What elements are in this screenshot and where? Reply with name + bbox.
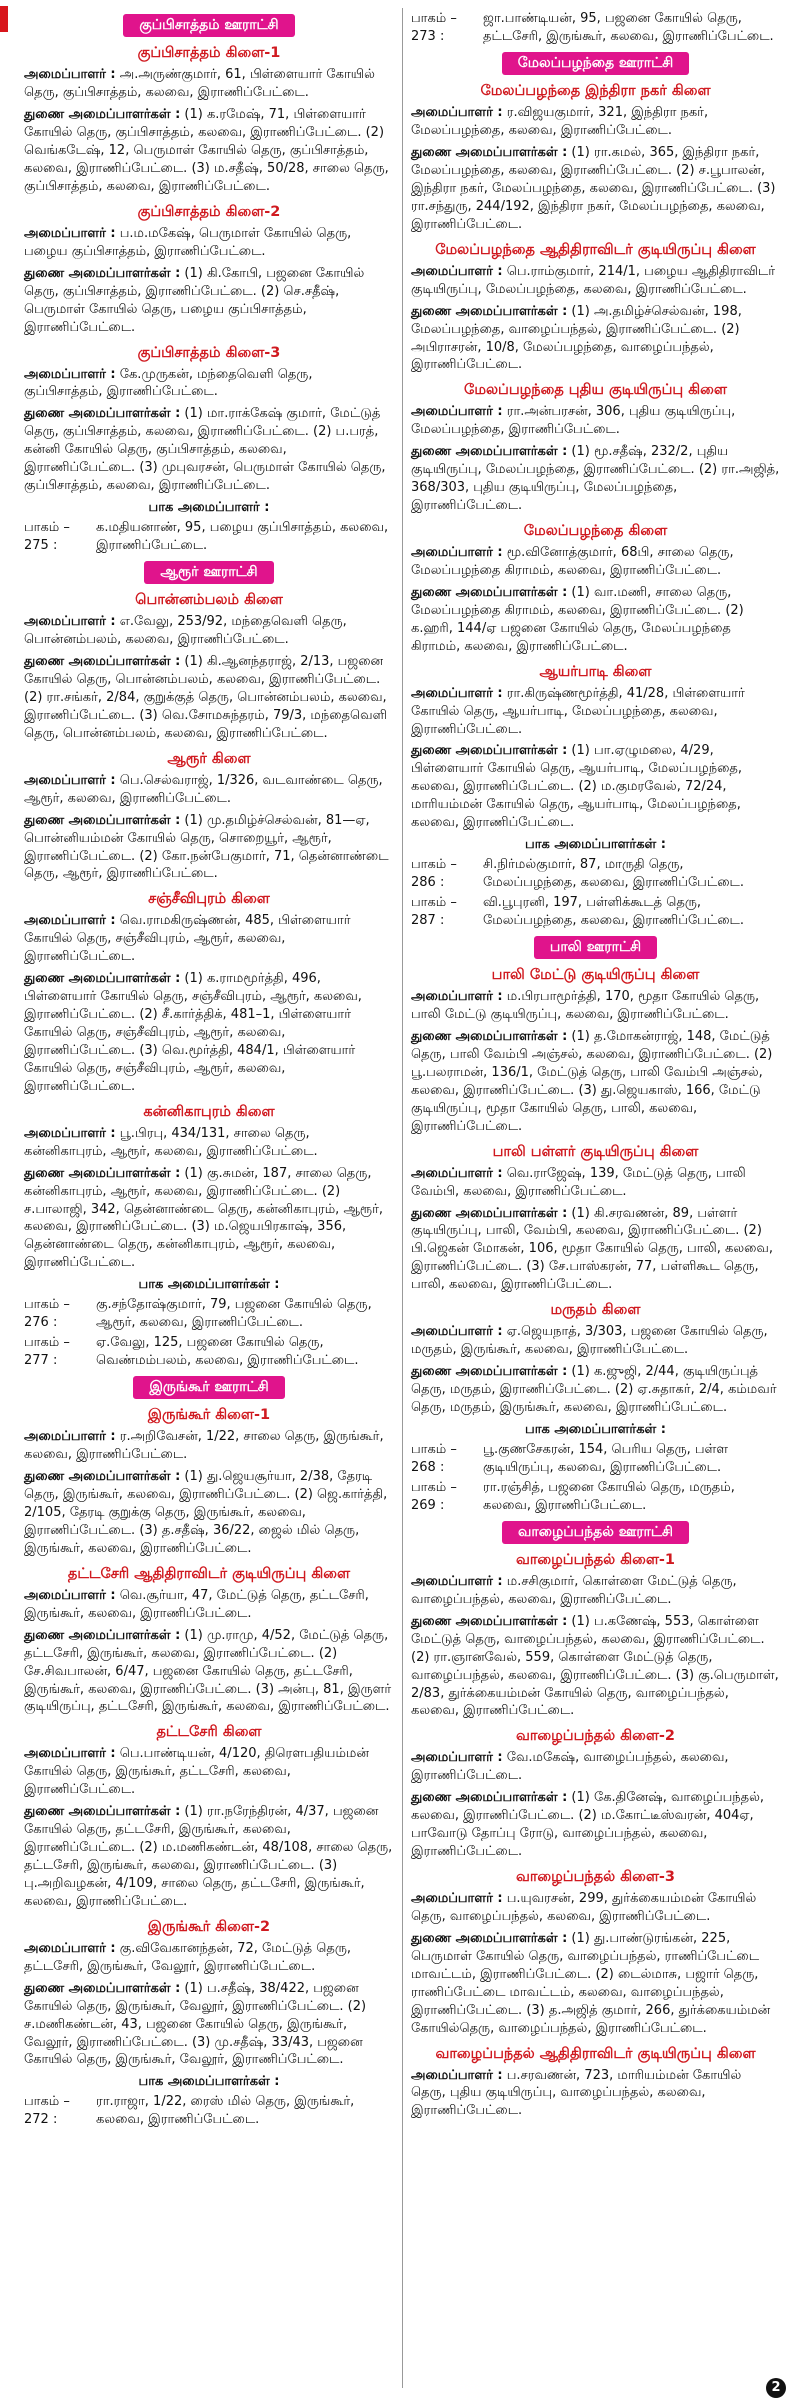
branch-heading: வாழைப்பந்தல் கிளை-1 bbox=[515, 1551, 676, 1568]
member-entry bbox=[411, 1205, 780, 1295]
member-details: (1) து.ஜெயசூர்யா, 2/38, தேரடி தெரு, இருங்கூர், கலவை, இராணிப்பேட்டை. (2) ஜெ.கார்த்தி, 2/105, தேரடி குறுக்கு தெரு, இருங்கூர், கலவை, இராணிப்பேட்டை. (3) த.சதீஷ், 36/22, ஜைல் மில் தெரு, இருங்கூர், கலவை, இராணிப்பேட்டை. bbox=[24, 1469, 388, 1556]
role-label: அமைப்பாளர் : bbox=[411, 1891, 503, 1906]
role-label: அமைப்பாளர் : bbox=[411, 1573, 503, 1589]
branch-heading: பொன்னம்பலம் கிளை bbox=[135, 592, 283, 609]
member-entry bbox=[24, 1428, 394, 1464]
branch-heading: பாலி பள்ளர் குடியிருப்பு கிளை bbox=[492, 1143, 699, 1160]
member-entry bbox=[411, 1028, 780, 1136]
member-details: ம.பிரபாமூர்த்தி, 170, மூதா கோயில் தெரு, பாலி மேட்டு குடியிருப்பு, கலவை, இராணிப்பேட்டை. bbox=[411, 989, 760, 1023]
member-entry bbox=[24, 1165, 394, 1273]
member-entry bbox=[411, 263, 780, 299]
branch-heading: குப்பிசாத்தம் கிளை-3 bbox=[137, 344, 281, 361]
booth-row bbox=[24, 1296, 394, 1332]
member-details: (1) ப.கணேஷ், 553, கொள்ளை மேட்டுத் தெரு, வாழைப்பந்தல், கலவை, இராணிப்பேட்டை. (2) ரா.ஞானவேல், 559, கொள்ளை மேட்டுத் தெரு, வாழைப்பந்தல், கலவை, இராணிப்பேட்டை. (3) கு.பெருமாள், 2/83, துர்க்கையம்மன் கோயில் தெரு, வாழைப்பந்தல், கலவை, இராணிப்பேட்டை. bbox=[411, 1613, 779, 1719]
member-details: (1) கு.சுமன், 187, சாலை தெரு, கன்னிகாபுரம், ஆரூர், கலவை, இராணிப்பேட்டை. (2) ச.பாலாஜி, 342, தென்னாண்டை தெரு, கன்னிகாபுரம், ஆரூர், கலவை, இராணிப்பேட்டை. (3) ம.ஜெயபிரகாஷ், 356, தென்னாண்டை தெரு, கன்னிகாபுரம், ஆரூர், கலவை, இராணிப்பேட்டை. bbox=[24, 1165, 383, 1271]
role-label: அமைப்பாளர் : bbox=[24, 614, 116, 630]
member-entry bbox=[24, 405, 394, 495]
role-label: துணை அமைப்பாளர்கள் : bbox=[411, 444, 568, 460]
member-details: கே.முருகன், மந்தைவெளி தெரு, குப்பிசாத்தம், இராணிப்பேட்டை. bbox=[24, 366, 313, 400]
section-label: பாக அமைப்பாளர்கள் : bbox=[138, 2074, 280, 2090]
member-details: ப.யுவரசன், 299, துர்க்கையம்மன் கோயில் தெரு, வாழைப்பந்தல், கலவை, இராணிப்பேட்டை. bbox=[411, 1891, 757, 1924]
member-entry bbox=[411, 144, 780, 234]
member-entry bbox=[411, 1930, 780, 2038]
role-label: அமைப்பாளர் : bbox=[411, 263, 503, 279]
booth-row bbox=[411, 10, 780, 46]
member-details: (1) க.ஜுஜி, 2/44, குடியிருப்புத் தெரு, மருதம், இராணிப்பேட்டை. (2) ஏ.சுதாகர், 2/4, கம்மவர் தெரு, மருதம், இருங்கூர், கலவை, இராணிப்பேட்டை. bbox=[411, 1364, 777, 1415]
role-label: துணை அமைப்பாளர்கள் : bbox=[411, 1930, 568, 1946]
panchayat-heading: வாழைப்பந்தல் ஊராட்சி bbox=[502, 1521, 689, 1544]
member-entry bbox=[24, 1940, 394, 1976]
panchayat-heading: மேலப்பழந்தை ஊராட்சி bbox=[502, 52, 689, 75]
section-label: பாக அமைப்பாளர்கள் : bbox=[525, 837, 666, 853]
role-label: அமைப்பாளர் : bbox=[24, 1125, 116, 1141]
member-entry bbox=[411, 1573, 780, 1609]
booth-row bbox=[411, 1479, 780, 1515]
booth-number: பாகம் – 272 : bbox=[24, 2094, 70, 2128]
section-label: பாக அமைப்பாளர்கள் : bbox=[138, 1277, 280, 1293]
role-label: துணை அமைப்பாளர்கள் : bbox=[24, 1469, 181, 1485]
member-details: ர.அறிவேசன், 1/22, சாலை தெரு, இருங்கூர், கலவை, இராணிப்பேட்டை. bbox=[24, 1429, 384, 1463]
role-label: அமைப்பாளர் : bbox=[411, 545, 503, 560]
member-details: (1) மு.ராமு, 4/52, மேட்டுத் தெரு, தட்டசேரி, இருங்கூர், கலவை, இராணிப்பேட்டை. (2) சே.சிவபாலன், 6/47, பஜனை கோயில் தெரு, தட்டசேரி, இருங்கூர், கலவை, இராணிப்பேட்டை. (3) அன்பு, 81, இருளர் குடியிருப்பு, தட்டசேரி, இருங்கூர், கலவை, இராணிப்பேட்டை. bbox=[24, 1627, 392, 1715]
role-label: துணை அமைப்பாளர்கள் : bbox=[411, 145, 568, 161]
role-label: அமைப்பாளர் : bbox=[24, 1587, 116, 1603]
member-details: கு.விவேகானந்தன், 72, மேட்டுத் தெரு, தட்டசேரி, இருங்கூர், வேலூர், இராணிப்பேட்டை. bbox=[24, 1940, 352, 1974]
role-label: துணை அமைப்பாளர்கள் : bbox=[24, 265, 181, 281]
member-details: பெ.செல்வராஜ், 1/326, வடவாண்டை தெரு, ஆரூர், கலவை, இராணிப்பேட்டை. bbox=[24, 772, 383, 806]
booth-row bbox=[24, 519, 394, 555]
member-details: (1) மூ.சதீஷ், 232/2, புதிய குடியிருப்பு, மேலப்பழந்தை, இராணிப்பேட்டை. (2) ரா.அஜித், 368/303, புதிய குடியிருப்பு, மேலப்பழந்தை, இராணிப்பேட்டை. bbox=[411, 444, 780, 514]
branch-heading: பாலி மேட்டு குடியிருப்பு கிளை bbox=[491, 967, 700, 984]
role-label: அமைப்பாளர் : bbox=[411, 1165, 503, 1181]
booth-details: சி.நிர்மல்குமார், 87, மாருதி தெரு, மேலப்பழந்தை, கலவை, இராணிப்பேட்டை. bbox=[483, 857, 744, 890]
branch-heading: குப்பிசாத்தம் கிளை-1 bbox=[137, 45, 281, 62]
member-details: பூ.பிரபு, 434/131, சாலை தெரு, கன்னிகாபுரம், ஆரூர், கலவை, இராணிப்பேட்டை. bbox=[24, 1125, 318, 1159]
role-label: அமைப்பாளர் : bbox=[24, 772, 116, 788]
section-label: பாக அமைப்பாளர்கள் : bbox=[525, 1421, 666, 1437]
member-entry bbox=[24, 970, 394, 1096]
branch-heading: இருங்கூர் கிளை-2 bbox=[147, 1918, 271, 1935]
member-entry bbox=[24, 613, 394, 649]
booth-number: பாகம் – 273 : bbox=[411, 11, 457, 44]
member-entry bbox=[411, 104, 780, 140]
booth-details: ரா.ராஜா, 1/22, ரைஸ் மில் தெரு, இருங்கூர், கலவை, இராணிப்பேட்டை. bbox=[96, 2094, 355, 2128]
member-entry bbox=[24, 1587, 394, 1623]
member-details: ஏ.ஜெயநாத், 3/303, பஜனை கோயில் தெரு, மருதம், இருங்கூர், கலவை, இராணிப்பேட்டை. bbox=[411, 1324, 768, 1358]
member-entry bbox=[24, 366, 394, 402]
panchayat-heading: குப்பிசாத்தம் ஊராட்சி bbox=[123, 14, 294, 37]
member-details: (1) க.ரமேஷ், 71, பிள்ளையார் கோயில் தெரு, குப்பிசாத்தம், கலவை, இராணிப்பேட்டை. (2) வெங்கடேஷ், 12, பெருமாள் கோயில் தெரு, குப்பிசாத்தம், கலவை, இராணிப்பேட்டை. (3) ம.சதீஷ், 50/28, சாலை தெரு, குப்பிசாத்தம், கலவை, இராணிப்பேட்டை. bbox=[24, 107, 389, 194]
member-details: அ.அருண்குமார், 61, பிள்ளையார் கோயில் தெரு, குப்பிசாத்தம், கலவை, இராணிப்பேட்டை. bbox=[24, 67, 375, 101]
member-details: வே.மகேஷ், வாழைப்பந்தல், கலவை, இராணிப்பேட்டை. bbox=[411, 1750, 729, 1784]
member-entry bbox=[411, 1165, 780, 1201]
member-details: வெ.ராமகிருஷ்ணன், 485, பிள்ளையார் கோயில் தெரு, சஞ்சீவிபுரம், ஆரூர், கலவை, இராணிப்பேட்டை. bbox=[24, 913, 351, 965]
booth-row bbox=[411, 856, 780, 892]
booth-number: பாகம் – 276 : bbox=[24, 1297, 70, 1331]
role-label: அமைப்பாளர் : bbox=[411, 685, 503, 701]
member-entry bbox=[411, 584, 780, 656]
branch-heading: மருதம் கிளை bbox=[550, 1302, 641, 1319]
booth-details: பூ.குணசேகரன், 154, பெரிய தெரு, பள்ள குடியிருப்பு, கலவை, இராணிப்பேட்டை. bbox=[483, 1441, 729, 1475]
role-label: அமைப்பாளர் : bbox=[24, 366, 116, 382]
member-entry bbox=[411, 1613, 780, 1721]
member-details: வெ.ராஜேஷ், 139, மேட்டுத் தெரு, பாலி வேம்பி, கலவை, இராணிப்பேட்டை. bbox=[411, 1165, 746, 1199]
booth-details: க.மதியனாண், 95, பழைய குப்பிசாத்தம், கலவை, இராணிப்பேட்டை. bbox=[96, 520, 389, 553]
role-label: துணை அமைப்பாளர்கள் : bbox=[24, 1804, 181, 1820]
booth-row bbox=[411, 1441, 780, 1477]
member-details: ரா.அன்பரசன், 306, புதிய குடியிருப்பு, மேலப்பழந்தை, இராணிப்பேட்டை. bbox=[411, 404, 736, 438]
member-details: எ.வேலு, 253/92, மந்தைவெளி தெரு, பொன்னம்பலம், கலவை, இராணிப்பேட்டை. bbox=[24, 614, 347, 648]
role-label: அமைப்பாளர் : bbox=[24, 1940, 116, 1956]
branch-heading: வாழைப்பந்தல் கிளை-3 bbox=[515, 1869, 676, 1885]
branch-heading: மேலப்பழந்தை இந்திரா நகர் கிளை bbox=[480, 83, 711, 100]
member-entry bbox=[24, 1125, 394, 1161]
role-label: துணை அமைப்பாளர்கள் : bbox=[24, 1627, 181, 1643]
branch-heading: வாழைப்பந்தல் ஆதிதிராவிடர் குடியிருப்பு கிளை bbox=[435, 2045, 756, 2062]
role-label: அமைப்பாளர் : bbox=[24, 67, 116, 83]
branch-heading: வாழைப்பந்தல் கிளை-2 bbox=[515, 1728, 676, 1745]
member-entry bbox=[411, 1323, 780, 1359]
role-label: துணை அமைப்பாளர்கள் : bbox=[411, 1790, 568, 1806]
booth-number: பாகம் – 286 : bbox=[411, 857, 457, 890]
member-entry bbox=[24, 66, 394, 102]
branch-heading: இருங்கூர் கிளை-1 bbox=[147, 1407, 271, 1424]
member-details: (1) கி.சரவணன், 89, பள்ளர் குடியிருப்பு, பாலி, வேம்பி, கலவை, இராணிப்பேட்டை. (2) பி.ஜெகன் மோகன், 106, மூதா கோயில் தெரு, பாலி, கலவை, இராணிப்பேட்டை. (3) சே.பாஸ்கரன், 77, பள்ளிகூட தெரு, பாலி, கலவை, இராணிப்பேட்டை. bbox=[411, 1205, 773, 1293]
role-label: அமைப்பாளர் : bbox=[24, 913, 116, 929]
member-details: (1) வா.மணி, சாலை தெரு, மேலப்பழந்தை கிராமம், கலவை, இராணிப்பேட்டை. (2) க.ஹரி, 144/ஏ பஜனை கோயில் தெரு, மேலப்பழந்தை கிராமம், கலவை, இராணிப்பேட்டை. bbox=[411, 584, 744, 654]
member-entry bbox=[24, 1803, 394, 1911]
role-label: துணை அமைப்பாளர்கள் : bbox=[411, 743, 568, 759]
branch-heading: மேலப்பழந்தை ஆதிதிராவிடர் குடியிருப்பு கிளை bbox=[435, 241, 756, 258]
booth-row bbox=[24, 1334, 394, 1370]
booth-number: பாகம் – 275 : bbox=[24, 520, 70, 553]
member-details: பெ.ராம்குமார், 214/1, பழைய ஆதிதிராவிடர் குடியிருப்பு, மேலப்பழந்தை, கலவை, இராணிப்பேட்டை. bbox=[411, 263, 776, 297]
member-entry bbox=[411, 544, 780, 580]
member-entry bbox=[411, 742, 780, 832]
branch-heading: மேலப்பழந்தை புதிய குடியிருப்பு கிளை bbox=[464, 382, 727, 399]
role-label: துணை அமைப்பாளர்கள் : bbox=[411, 1029, 568, 1044]
panchayat-heading: பாலி ஊராட்சி bbox=[534, 936, 657, 959]
panchayat-heading: இருங்கூர் ஊராட்சி bbox=[133, 1376, 284, 1399]
member-entry bbox=[411, 2067, 780, 2121]
member-details: (1) ப.சதீஷ், 38/422, பஜனை கோயில் தெரு, இருங்கூர், வேலூர், இராணிப்பேட்டை. (2) ச.மணிகண்டன், 43, பஜனை கோயில் தெரு, இருங்கூர், வேலூர், இராணிப்பேட்டை. (3) மு.சதீஷ், 33/43, பஜனை கோயில் தெரு, இருங்கூர், வேலூர், இராணிப்பேட்டை. bbox=[24, 1980, 367, 2068]
panchayat-heading: ஆரூர் ஊராட்சி bbox=[144, 561, 273, 584]
member-details: (1) மு.தமிழ்ச்செல்வன், 81—ஏ, பொன்னியம்மன் கோயில் தெரு, சொறையூர், ஆரூர், இராணிப்பேட்டை. (2) கோ.நன்பேகுமார், 71, தென்னாண்டை தெரு, ஆரூர், இராணிப்பேட்டை. bbox=[24, 812, 389, 882]
member-entry bbox=[24, 1980, 394, 2070]
member-details: பெ.பாண்டியன், 4/120, திரௌபதியம்மன் கோயில் தெரு, இருங்கூர், தட்டசேரி, கலவை, இராணிப்பேட்டை. bbox=[24, 1746, 369, 1798]
branch-heading: தட்டசேரி கிளை bbox=[156, 1724, 262, 1741]
member-entry bbox=[411, 403, 780, 439]
role-label: துணை அமைப்பாளர்கள் : bbox=[411, 303, 568, 319]
member-entry bbox=[24, 812, 394, 884]
role-label: துணை அமைப்பாளர்கள் : bbox=[411, 584, 568, 600]
member-entry bbox=[24, 1627, 394, 1717]
member-details: ப.சரவணன், 723, மாரியம்மன் கோயில் தெரு, புதிய குடியிருப்பு, வாழைப்பந்தல், கலவை, இராணிப்பேட்டை. bbox=[411, 2067, 742, 2119]
role-label: துணை அமைப்பாளர்கள் : bbox=[411, 1613, 568, 1629]
member-entry bbox=[411, 988, 780, 1024]
member-details: (1) ரா.கமல், 365, இந்திரா நகர், மேலப்பழந்தை, கலவை, இராணிப்பேட்டை. (2) ச.பூபாலன், இந்திரா நகர், மேலப்பழந்தை, கலவை, இராணிப்பேட்டை. (3) ரா.சந்துரு, 244/192, இந்திரா நகர், மேலப்பழந்தை, கலவை, இராணிப்பேட்டை. bbox=[411, 145, 776, 232]
member-entry bbox=[24, 1745, 394, 1799]
role-label: அமைப்பாளர் : bbox=[411, 989, 503, 1005]
member-entry bbox=[24, 772, 394, 808]
left-column bbox=[16, 8, 402, 2388]
member-details: (1) க.ராமமூர்த்தி, 496, பிள்ளையார் கோயில் தெரு, சஞ்சீவிபுரம், ஆரூர், கலவை, இராணிப்பேட்டை. (2) சீ.கார்த்திக், 481–1, பிள்ளையார் கோயில் தெரு, சஞ்சீவிபுரம், ஆரூர், கலவை, இராணிப்பேட்டை. (3) வெ.மூர்த்தி, 484/1, பிள்ளையார் கோயில் தெரு, சஞ்சீவிபுரம், ஆரூர், கலவை, இராணிப்பேட்டை. bbox=[24, 971, 362, 1094]
member-entry bbox=[24, 1468, 394, 1558]
branch-heading: சஞ்சீவிபுரம் கிளை bbox=[148, 891, 270, 908]
member-details: (1) கி.ஆனந்தராஜ், 2/13, பஜனை கோயில் தெரு, பொன்னம்பலம், கலவை, இராணிப்பேட்டை. (2) ரா.சங்கர், 2/84, குறுக்குத் தெரு, பொன்னம்பலம், கலவை, இராணிப்பேட்டை. (3) வெ.சோமசுந்தரம், 79/3, மந்தைவெளி தெரு, பொன்னம்பலம், கலவை, இராணிப்பேட்டை. bbox=[24, 654, 387, 741]
page-number-badge: 2 bbox=[766, 2378, 786, 2398]
role-label: துணை அமைப்பாளர்கள் : bbox=[24, 971, 181, 987]
booth-row bbox=[411, 894, 780, 930]
branch-heading: ஆயர்பாடி கிளை bbox=[539, 663, 652, 680]
member-details: ப.ம.மகேஷ், பெருமாள் கோயில் தெரு, பழைய குப்பிசாத்தம், இராணிப்பேட்டை. bbox=[24, 225, 352, 259]
role-label: துணை அமைப்பாளர்கள் : bbox=[24, 1165, 181, 1181]
role-label: துணை அமைப்பாளர்கள் : bbox=[24, 107, 181, 123]
branch-heading: தட்டசேரி ஆதிதிராவிடர் குடியிருப்பு கிளை bbox=[67, 1565, 351, 1582]
role-label: அமைப்பாளர் : bbox=[411, 2067, 503, 2083]
branch-heading: ஆரூர் கிளை bbox=[167, 750, 251, 767]
booth-number: பாகம் – 268 : bbox=[411, 1441, 457, 1475]
member-details: (1) ரா.நரேந்திரன், 4/37, பஜனை கோயில் தெரு, தட்டசேரி, இருங்கூர், கலவை, இராணிப்பேட்டை. (2) ம.மணிகண்டன், 48/108, சாலை தெரு, தட்டசேரி, இருங்கூர், கலவை, இராணிப்பேட்டை. (3) பு.அறிவழகன், 4/109, சாலை தெரு, தட்டசேரி, இருங்கூர், கலவை, இராணிப்பேட்டை. bbox=[24, 1804, 393, 1909]
role-label: துணை அமைப்பாளர்கள் : bbox=[24, 654, 181, 670]
article-columns bbox=[16, 8, 788, 2388]
role-label: அமைப்பாளர் : bbox=[24, 1429, 116, 1445]
role-label: துணை அமைப்பாளர்கள் : bbox=[411, 1205, 568, 1221]
member-details: (1) பா.ஏழுமலை, 4/29, பிள்ளையார் கோயில் தெரு, ஆயர்பாடி, மேலப்பழந்தை, கலவை, இராணிப்பேட்டை. (2) ம.குமரவேல், 72/24, மாரியம்மன் கோயில் தெரு, ஆயர்பாடி, மேலப்பழந்தை, கலவை, இராணிப்பேட்டை. bbox=[411, 743, 742, 831]
member-details: ர.விஜயகுமார், 321, இந்திரா நகர், மேலப்பழந்தை, கலவை, இராணிப்பேட்டை. bbox=[411, 105, 709, 139]
member-details: வெ.சூர்யா, 47, மேட்டுத் தெரு, தட்டசேரி, இருங்கூர், கலவை, இராணிப்பேட்டை. bbox=[24, 1587, 369, 1621]
member-entry bbox=[411, 443, 780, 515]
member-entry bbox=[411, 685, 780, 739]
role-label: அமைப்பாளர் : bbox=[411, 1750, 503, 1766]
member-entry bbox=[24, 225, 394, 261]
member-entry bbox=[411, 1363, 780, 1417]
member-details: ம.சசிகுமார், கொள்ளை மேட்டுத் தெரு, வாழைப்பந்தல், கலவை, இராணிப்பேட்டை. bbox=[411, 1573, 737, 1607]
booth-details: ஜா.பாண்டியன், 95, பஜனை கோயில் தெரு, தட்டசேரி, இருங்கூர், கலவை, இராணிப்பேட்டை. bbox=[483, 11, 774, 44]
member-entry bbox=[24, 106, 394, 196]
member-details: (1) து.பாண்டுரங்கன், 225, பெருமாள் கோயில் தெரு, வாழைப்பந்தல், ராணிப்பேட்டை மாவட்டம், இராணிப்பேட்டை. (2) டைல்மாசு, பஜார் தெரு, ராணிப்பேட்டை மாவட்டம், கலவை, வாழைப்பந்தல், இராணிப்பேட்டை. (3) த.அஜித் குமார், 266, துர்க்கையம்மன் கோயில்தெரு, வாழைப்பந்தல், இராணிப்பேட்டை. bbox=[411, 1930, 771, 2036]
booth-details: ஏ.வேலு, 125, பஜனை கோயில் தெரு, வெண்மம்பலம், கலவை, இராணிப்பேட்டை. bbox=[96, 1335, 359, 1368]
role-label: துணை அமைப்பாளர்கள் : bbox=[24, 1980, 181, 1996]
role-label: துணை அமைப்பாளர்கள் : bbox=[24, 812, 181, 828]
booth-number: பாகம் – 277 : bbox=[24, 1335, 70, 1368]
member-details: (1) த.மோகன்ராஜ், 148, மேட்டுத் தெரு, பாலி வேம்பி அஞ்சல், கலவை, இராணிப்பேட்டை. (2) பூ.பலராமன், 136/1, மேட்டுத் தெரு, பாலி வேம்பி அஞ்சல், கலவை, இராணிப்பேட்டை. (3) து.ஜெயகாஸ், 166, மேட்டு குடியிருப்பு, மூதா கோயில் தெரு, பாலி, கலவை, இராணிப்பேட்டை. bbox=[411, 1029, 773, 1134]
member-details: (1) கே.தினேஷ், வாழைப்பந்தல், கலவை, இராணிப்பேட்டை. (2) ம.கோட்டீஸ்வரன், 404ஏ, பாவோடு தோப்பு ரோடு, வாழைப்பந்தல், கலவை, இராணிப்பேட்டை. bbox=[411, 1790, 765, 1860]
member-entry bbox=[24, 265, 394, 337]
member-entry bbox=[411, 1789, 780, 1861]
branch-heading: மேலப்பழந்தை கிளை bbox=[523, 523, 668, 539]
role-label: துணை அமைப்பாளர்கள் : bbox=[411, 1364, 568, 1380]
branch-heading: கன்னிகாபுரம் கிளை bbox=[143, 1103, 275, 1120]
booth-number: பாகம் – 269 : bbox=[411, 1479, 457, 1513]
role-label: அமைப்பாளர் : bbox=[411, 1324, 503, 1340]
role-label: அமைப்பாளர் : bbox=[24, 1746, 116, 1762]
booth-details: ரா.ரஞ்சித், பஜனை கோயில் தெரு, மருதம், கலவை, இராணிப்பேட்டை. bbox=[483, 1479, 735, 1513]
member-details: (1) அ.தமிழ்ச்செல்வன், 198, மேலப்பழந்தை, வாழைப்பந்தல், இராணிப்பேட்டை. (2) அபிராசரன், 10/8, மேலப்பழந்தை, வாழைப்பந்தல், இராணிப்பேட்டை. bbox=[411, 303, 742, 373]
booth-details: கு.சந்தோஷ்குமார், 79, பஜனை கோயில் தெரு, ஆரூர், கலவை, இராணிப்பேட்டை. bbox=[96, 1297, 372, 1331]
member-details: (1) கி.கோபி, பஜனை கோயில் தெரு, குப்பிசாத்தம், இராணிப்பேட்டை. (2) செ.சதீஷ், பெருமாள் கோயில் தெரு, பழைய குப்பிசாத்தம், இராணிப்பேட்டை. bbox=[24, 265, 365, 335]
member-entry bbox=[24, 653, 394, 743]
member-entry bbox=[24, 912, 394, 966]
member-details: (1) மா.ராக்கேஷ் குமார், மேட்டுத் தெரு, குப்பிசாத்தம், கலவை, இராணிப்பேட்டை. (2) ப.பரத், கன்னி கோயில் தெரு, குப்பிசாத்தம், கலவை, இராணிப்பேட்டை. (3) முபுவரசன், பெருமாள் கோயில் தெரு, குப்பிசாத்தம், கலவை, இராணிப்பேட்டை. bbox=[24, 406, 386, 494]
branch-heading: குப்பிசாத்தம் கிளை-2 bbox=[137, 203, 281, 220]
member-entry bbox=[411, 1749, 780, 1785]
edge-red-marker bbox=[0, 6, 8, 32]
member-entry bbox=[411, 1890, 780, 1926]
role-label: அமைப்பாளர் : bbox=[411, 105, 503, 121]
member-details: ரா.கிருஷ்ணமூர்த்தி, 41/28, பிள்ளையார் கோயில் தெரு, ஆயர்பாடி, மேலப்பழந்தை, கலவை, இராணிப்பேட்டை. bbox=[411, 685, 745, 737]
booth-row bbox=[24, 2093, 394, 2129]
section-label: பாக அமைப்பாளர் : bbox=[148, 500, 270, 516]
role-label: துணை அமைப்பாளர்கள் : bbox=[24, 406, 181, 422]
member-entry bbox=[411, 303, 780, 375]
role-label: அமைப்பாளர் : bbox=[411, 404, 503, 420]
booth-details: வி.பூபுரனி, 197, பள்ளிக்கூடத் தெரு, மேலப்பழந்தை, கலவை, இராணிப்பேட்டை. bbox=[483, 894, 744, 928]
right-column bbox=[402, 8, 788, 2388]
member-details: மூ.வினோத்குமார், 68பி, சாலை தெரு, மேலப்பழந்தை கிராமம், கலவை, இராணிப்பேட்டை. bbox=[411, 545, 734, 578]
role-label: அமைப்பாளர் : bbox=[24, 225, 116, 241]
booth-number: பாகம் – 287 : bbox=[411, 894, 457, 928]
